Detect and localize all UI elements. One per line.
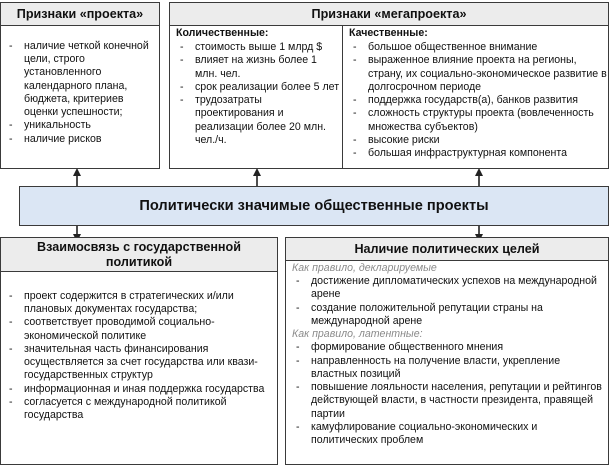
list-item: - наличие четкой конечной цели, строго установленного календарного плана, бюджета, критериев оценки успешности; bbox=[1, 40, 155, 119]
list-item: - трудозатраты проектирования и реализации более 20 млн. чел./ч. bbox=[172, 94, 340, 147]
qualitative-list bbox=[345, 41, 607, 160]
project-signs-box bbox=[0, 2, 160, 169]
megaproject-signs-box bbox=[169, 2, 609, 169]
declared-list bbox=[288, 275, 604, 328]
list-item: - большая инфраструктурная компонента bbox=[345, 147, 607, 160]
state-policy-list bbox=[1, 290, 273, 422]
state-policy-box bbox=[0, 237, 278, 465]
qualitative-title: Качественные: bbox=[349, 27, 428, 39]
list-item: - уникальность bbox=[1, 119, 155, 132]
list-item: - направленность на получение власти, укрепление властных позиций bbox=[288, 355, 604, 381]
political-goals-title: Наличие политических целей bbox=[286, 238, 608, 261]
list-item: - срок реализации более 5 лет bbox=[172, 81, 340, 94]
list-item: - формирование общественного мнения bbox=[288, 341, 604, 354]
declared-note: Как правило, декларируемые bbox=[292, 262, 437, 274]
latent-note: Как правило, латентные: bbox=[292, 328, 423, 341]
list-item: - повышение лояльности населения, репутации и рейтингов действующей власти, в частности президента, правящей партии bbox=[288, 381, 604, 421]
list-item: - наличие рисков bbox=[1, 133, 155, 146]
quantitative-column bbox=[172, 27, 340, 147]
list-item: - выраженное влияние проекта на регионы, страну, их социально-экономическое развитие в долгосрочном периоде bbox=[345, 54, 607, 94]
list-item: - согласуется с международной политикой государства bbox=[1, 396, 273, 422]
list-item: - значительная часть финансирования осуществляется за счет государства или квази-государственных структур bbox=[1, 343, 273, 383]
list-item: - создание положительной репутации страны на международной арене bbox=[288, 302, 604, 328]
list-item: - проект содержится в стратегических и/или плановых документах государства; bbox=[1, 290, 273, 316]
list-item: - высокие риски bbox=[345, 134, 607, 147]
quantitative-title: Количественные: bbox=[176, 27, 269, 39]
list-item: - достижение дипломатических успехов на международной арене bbox=[288, 275, 604, 301]
state-policy-title: Взаимосвязь с государственной политикой bbox=[1, 238, 277, 272]
list-item: - влияет на жизнь более 1 млн. чел. bbox=[172, 54, 340, 80]
latent-list bbox=[288, 341, 604, 447]
list-item: - камуфлирование социально-экономических и политических проблем bbox=[288, 421, 604, 447]
project-signs-title: Признаки «проекта» bbox=[1, 3, 159, 26]
list-item: - информационная и иная поддержка государства bbox=[1, 383, 273, 396]
column-divider bbox=[342, 25, 343, 168]
megaproject-signs-title: Признаки «мегапроекта» bbox=[170, 3, 608, 26]
list-item: - большое общественное внимание bbox=[345, 41, 607, 54]
list-item: - поддержка государств(а), банков развития bbox=[345, 94, 607, 107]
quantitative-list bbox=[172, 41, 340, 147]
center-title-box: Политически значимые общественные проекты bbox=[19, 186, 609, 226]
list-item: - сложность структуры проекта (вовлеченность множества субъектов) bbox=[345, 107, 607, 133]
political-goals-content bbox=[288, 262, 604, 447]
list-item: - соответствует проводимой социально-экономической политике bbox=[1, 316, 273, 342]
list-item: - стоимость выше 1 млрд $ bbox=[172, 41, 340, 54]
political-goals-box bbox=[285, 237, 609, 465]
qualitative-column bbox=[345, 27, 607, 160]
project-signs-list bbox=[1, 40, 155, 146]
